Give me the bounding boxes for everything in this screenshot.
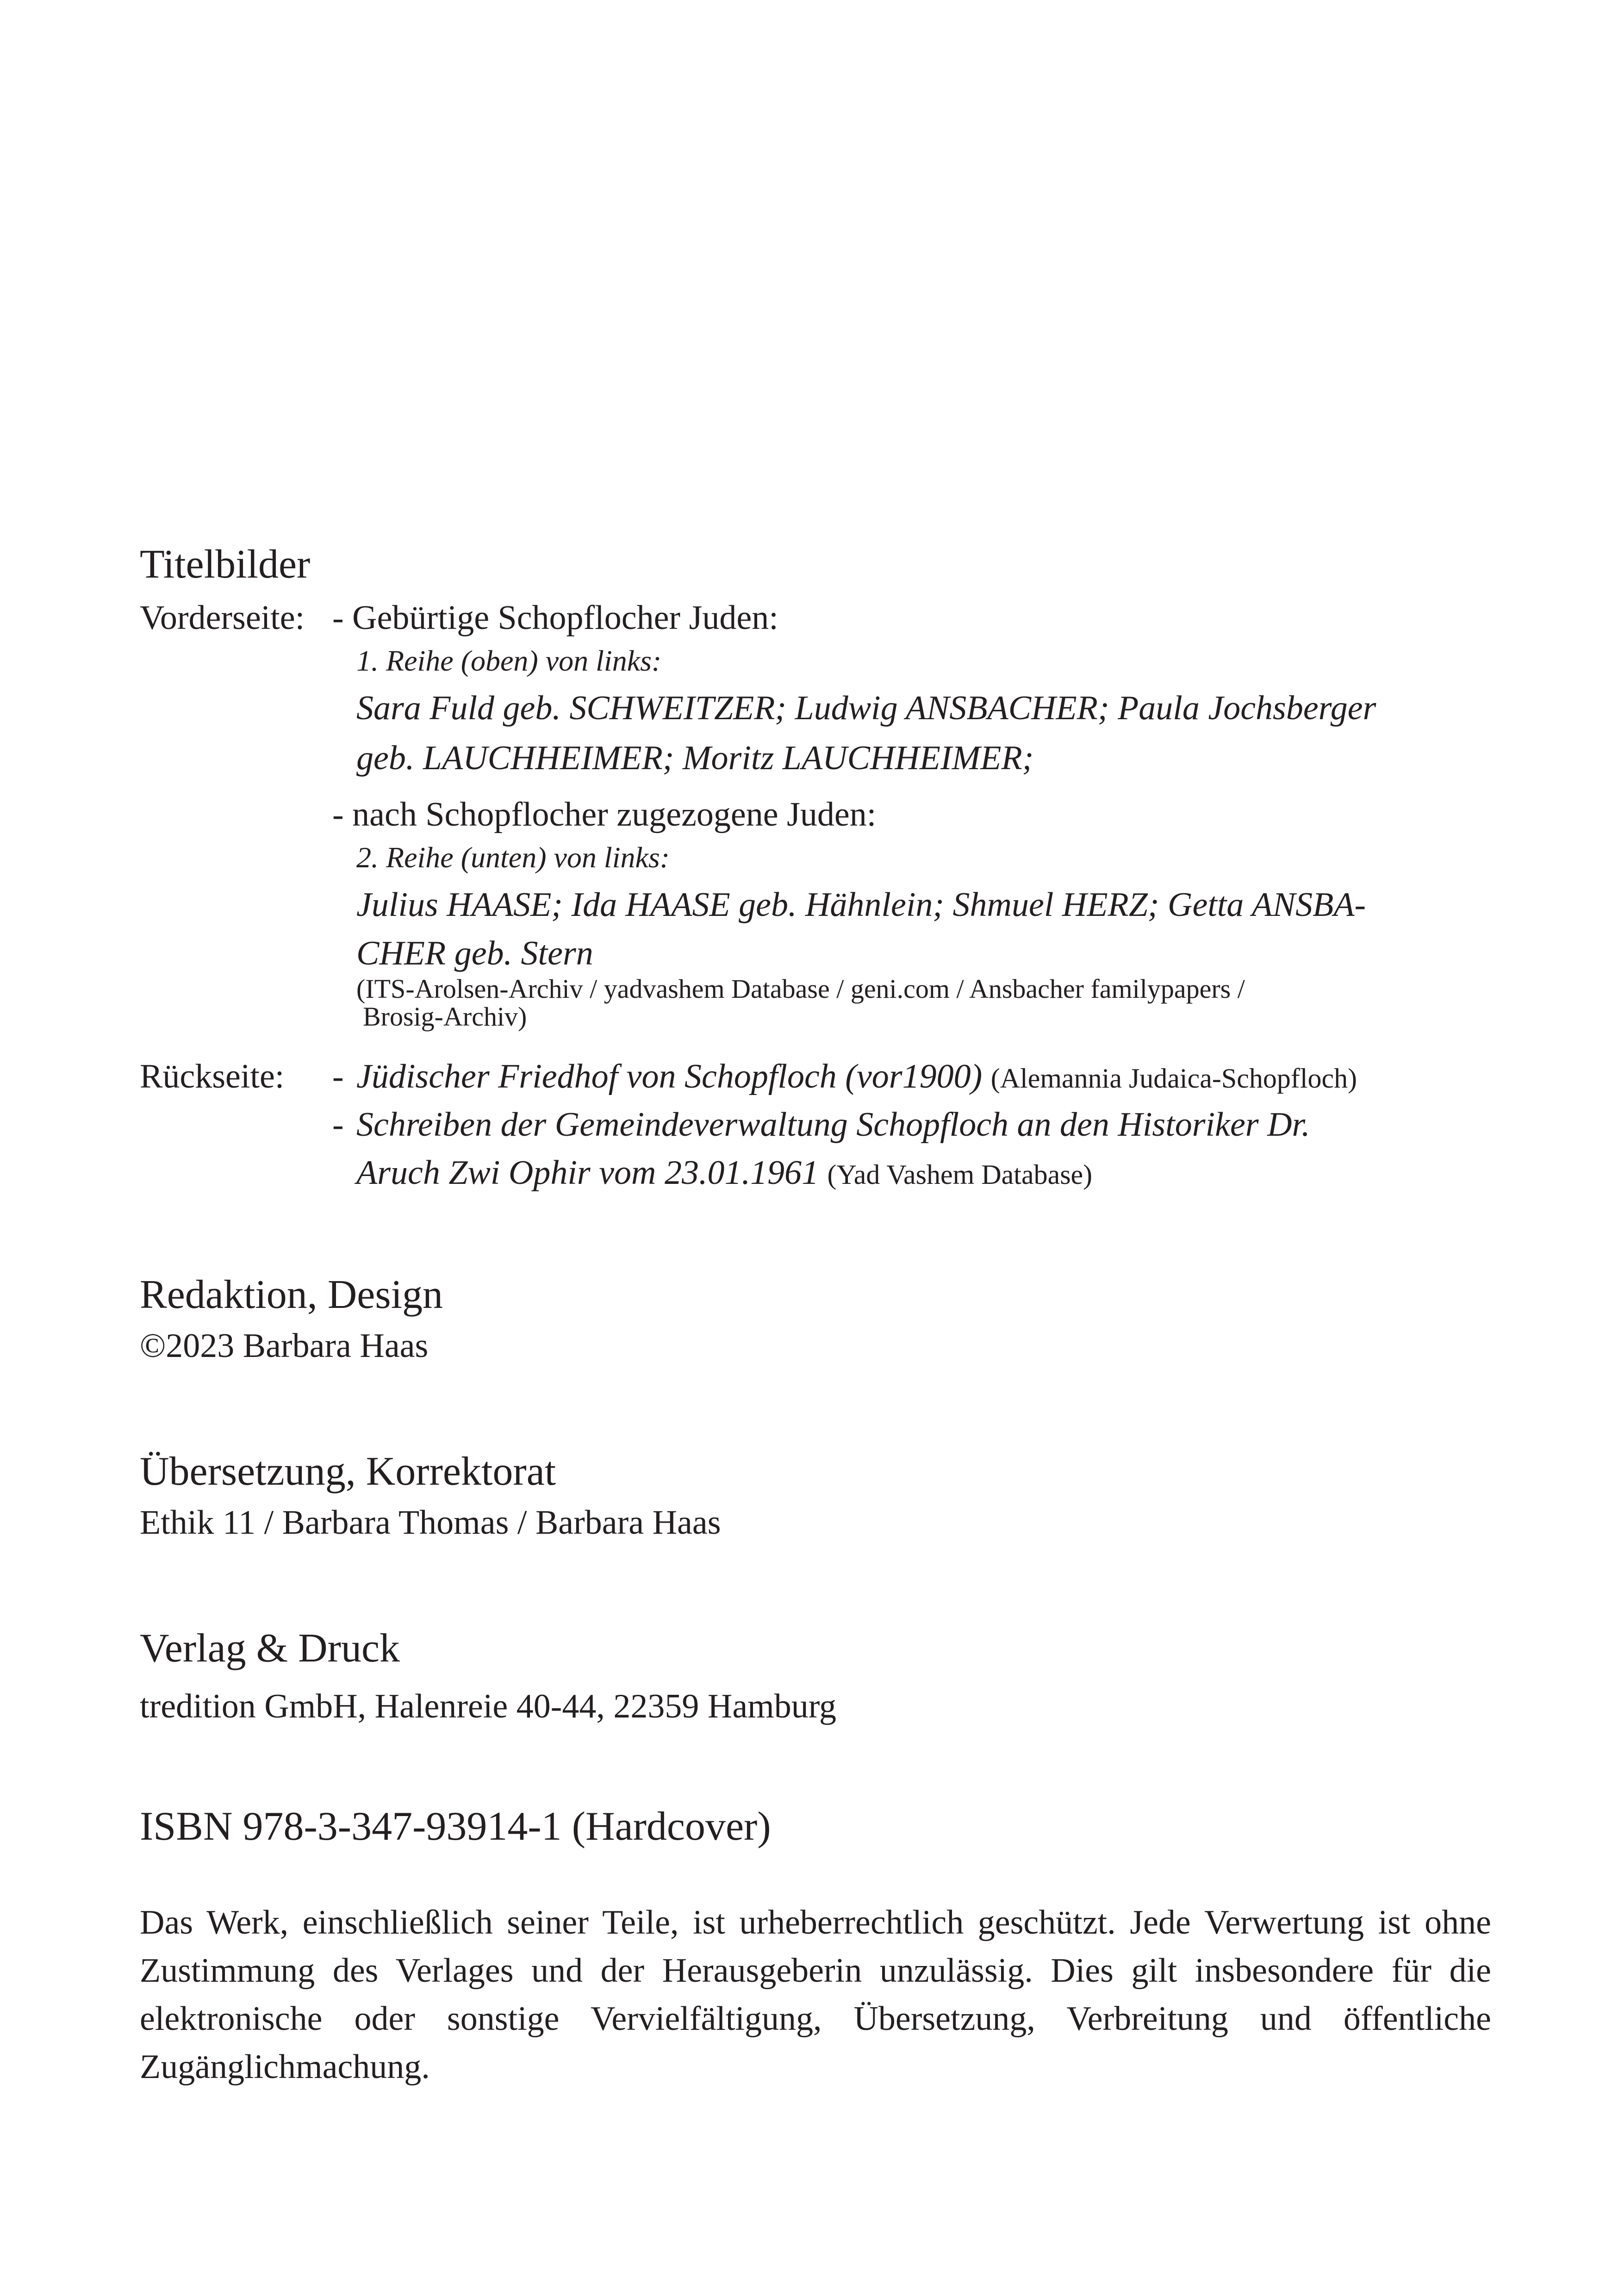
translation-heading: Übersetzung, Korrektorat — [140, 1449, 556, 1494]
front-sources-line2: Brosig-Archiv) — [363, 1002, 527, 1032]
back-item1-dash: - — [332, 1058, 344, 1095]
front-group1-bullet: - Gebürtige Schopflocher Juden: — [332, 599, 778, 637]
back-item2-source: (Yad Vashem Database) — [827, 1159, 1093, 1190]
back-item1-text: Jüdischer Friedhof von Schopfloch (vor1900) — [356, 1058, 983, 1095]
isbn: ISBN 978-3-347-93914-1 (Hardcover) — [140, 1804, 771, 1849]
back-item2-line1: Schreiben der Gemeindeverwaltung Schopfloch an den Historiker Dr. — [356, 1106, 1310, 1144]
legal-notice: Das Werk, einschließlich seiner Teile, ist urheberrechtlich geschützt. Jede Verwertung ist ohne Zustimmung des Verlages und der Herausgeberin unzulässig. Dies gilt insbesondere für die elektronische oder sonstige Vervielfältigung, Übersetzung, Verbreitung und öffentliche Zugänglichmachung. — [140, 1904, 1491, 2086]
back-item1-source: (Alemannia Judaica-Schopfloch) — [990, 1063, 1357, 1094]
back-item1 — [356, 1053, 1357, 1101]
publisher-heading: Verlag & Druck — [140, 1626, 400, 1671]
front-group2-bullet: - nach Schopflocher zugezogene Juden: — [332, 796, 877, 834]
editorial-heading: Redaktion, Design — [140, 1272, 443, 1317]
back-item2-dash: - — [332, 1106, 344, 1144]
front-row2-names-line2: CHER geb. Stern — [356, 934, 593, 972]
front-row1-names-line2: geb. LAUCHHEIMER; Moritz LAUCHHEIMER; — [356, 739, 1034, 777]
front-row2-names-line1: Julius HAASE; Ida HAASE geb. Hähnlein; Shmuel HERZ; Getta ANSBA- — [356, 886, 1366, 924]
front-row1-names-line1: Sara Fuld geb. SCHWEITZER; Ludwig ANSBACHER; Paula Jochsberger — [356, 689, 1376, 727]
front-row1-caption: 1. Reihe (oben) von links: — [356, 644, 662, 677]
back-item2-text: Aruch Zwi Ophir vom 23.01.1961 — [356, 1154, 819, 1192]
front-label: Vorderseite: — [140, 599, 305, 637]
editorial-text: ©2023 Barbara Haas — [140, 1327, 429, 1365]
front-sources-line1: (ITS-Arolsen-Archiv / yadvashem Database / geni.com / Ansbacher familypapers / — [356, 974, 1245, 1004]
translation-text: Ethik 11 / Barbara Thomas / Barbara Haas — [140, 1504, 721, 1542]
title-images-heading: Titelbilder — [140, 542, 311, 587]
back-item2-line2 — [356, 1150, 1092, 1198]
publisher-text: tredition GmbH, Halenreie 40-44, 22359 Hamburg — [140, 1687, 837, 1725]
back-label: Rückseite: — [140, 1058, 285, 1095]
front-row2-caption: 2. Reihe (unten) von links: — [356, 841, 670, 874]
